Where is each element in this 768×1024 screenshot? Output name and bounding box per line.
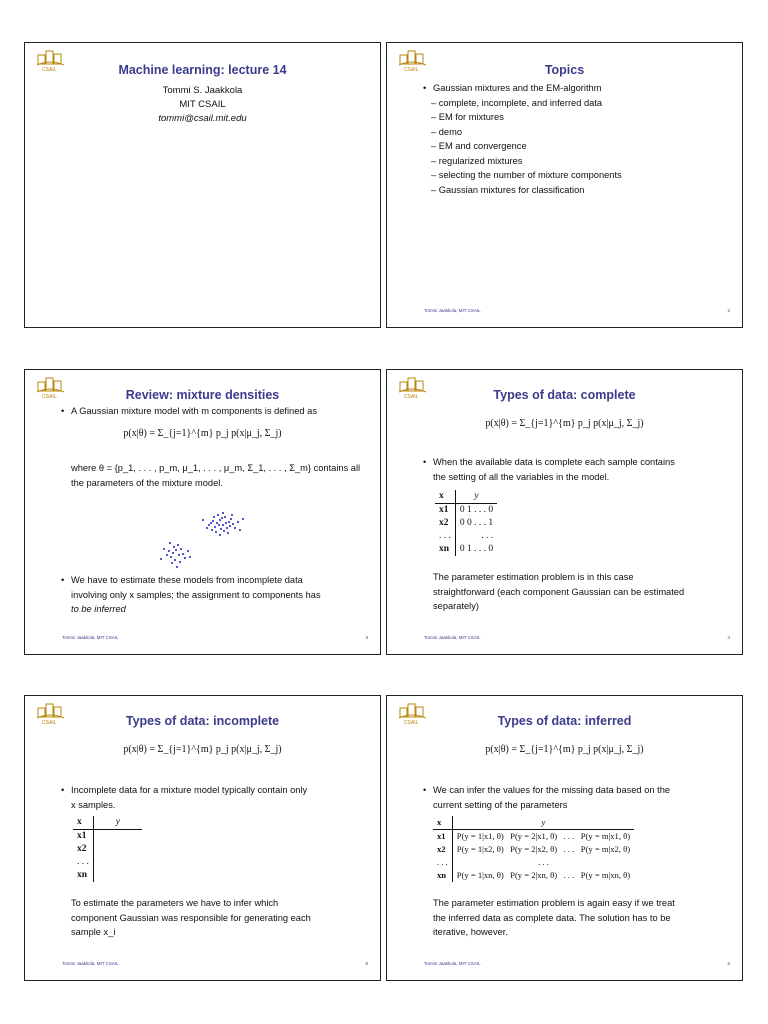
topics-list	[423, 81, 728, 197]
svg-text:CSAIL: CSAIL	[42, 67, 57, 73]
slide-body	[71, 896, 362, 940]
page-number: 2	[727, 308, 730, 313]
table-header: y	[452, 816, 634, 830]
slide-body	[61, 573, 366, 617]
table-row: . . .	[73, 856, 142, 869]
bullet-text: • Incomplete data for a mixture model typically contain only	[61, 783, 366, 798]
table-header: y	[455, 490, 497, 504]
inferred-data-table	[433, 816, 634, 882]
list-item: – Gaussian mixtures for classification	[431, 184, 585, 195]
mixture-equation: p(x|θ) = Σ_{j=1}^{m} p_j p(x|μ_j, Σ_j)	[123, 428, 282, 439]
table-row: xn 0 1 . . . 0	[435, 543, 497, 556]
list-item: – complete, incomplete, and inferred data	[431, 97, 603, 108]
mixture-equation: p(x|θ) = Σ_{j=1}^{m} p_j p(x|μ_j, Σ_j)	[123, 744, 282, 755]
slide-4	[386, 369, 743, 655]
footer-author: Tommi Jaakkola, MIT CSAIL	[62, 635, 119, 640]
slide-title: Types of data: incomplete	[125, 714, 280, 728]
mixture-equation: p(x|θ) = Σ_{j=1}^{m} p_j p(x|μ_j, Σ_j)	[485, 744, 644, 755]
svg-text:CSAIL: CSAIL	[42, 394, 57, 400]
where-text: where θ = {p_1, . . . , p_m, μ_1, . . . , μ_m, Σ_1, . . . , Σ_m} contains all	[71, 463, 361, 473]
paragraph-text: separately)	[433, 601, 479, 611]
page-number: 5	[365, 961, 368, 966]
slide-title: Types of data: complete	[493, 388, 636, 402]
svg-text:CSAIL: CSAIL	[404, 720, 419, 726]
affiliation: MIT CSAIL	[179, 99, 226, 110]
bullet-text: • We have to estimate these models from incomplete data	[61, 573, 366, 588]
footer-author: Tommi Jaakkola, MIT CSAIL	[424, 308, 481, 313]
slide-2	[386, 42, 743, 328]
bullet-text: • A Gaussian mixture model with m components is defined as	[61, 404, 366, 419]
list-item: – EM and convergence	[431, 141, 527, 151]
page-number: 3	[365, 635, 368, 640]
table-header: x	[433, 816, 452, 830]
incomplete-data-table	[73, 816, 142, 882]
table-row: x2 P(y = 1|x2, θ) P(y = 2|x2, θ) . . . P(y = m|x2, θ)	[433, 843, 634, 856]
slide-title: Topics	[544, 63, 585, 77]
page-number: 6	[727, 961, 730, 966]
paragraph-text: straightforward (each component Gaussian can be estimated	[433, 586, 685, 597]
slide-1	[24, 42, 381, 328]
paragraph-text: iterative, however.	[433, 927, 508, 937]
slide-body	[433, 896, 724, 940]
paragraph-text: sample x_i	[71, 927, 116, 937]
bullet-text: x samples.	[71, 799, 116, 810]
slide-5	[24, 695, 381, 981]
svg-text:CSAIL: CSAIL	[42, 720, 57, 726]
paragraph-text: The parameter estimation problem is in this case	[433, 572, 634, 582]
bullet-text: • We can infer the values for the missing data based on the	[423, 783, 728, 798]
bullet-text: to be inferred	[71, 604, 126, 614]
slide-body	[423, 455, 728, 484]
table-row: x2	[73, 843, 142, 856]
list-item: – demo	[431, 126, 463, 137]
list-item: • Gaussian mixtures and the EM-algorithm	[423, 81, 728, 96]
slide-body	[61, 783, 366, 812]
footer-author: Tommi Jaakkola, MIT CSAIL	[424, 635, 481, 640]
where-text: the parameters of the mixture model.	[71, 477, 223, 488]
table-row: x1 0 1 . . . 0	[435, 504, 497, 518]
list-item: – selecting the number of mixture components	[431, 170, 622, 180]
table-header: y	[93, 816, 142, 830]
table-row: x1 P(y = 1|x1, θ) P(y = 2|x1, θ) . . . P(y = m|x1, θ)	[433, 830, 634, 844]
list-item: – regularized mixtures	[431, 155, 523, 166]
bullet-text: the setting of all the variables in the model.	[433, 471, 610, 482]
list-item: – EM for mixtures	[431, 112, 504, 122]
bullet-text: involving only x samples; the assignment to components has	[71, 589, 321, 600]
svg-text:CSAIL: CSAIL	[404, 394, 419, 400]
slide-body	[433, 570, 724, 614]
page-number: 4	[727, 635, 730, 640]
table-header: x	[435, 490, 455, 504]
paragraph-text: component Gaussian was responsible for generating each	[71, 912, 311, 923]
email: tommi@csail.mit.edu	[158, 113, 247, 124]
bullet-text: current setting of the parameters	[433, 799, 568, 810]
paragraph-text: the inferred data as complete data. The solution has to be	[433, 912, 671, 923]
footer-author: Tommi Jaakkola, MIT CSAIL	[424, 961, 481, 966]
paragraph-text: To estimate the parameters we have to infer which	[71, 898, 279, 908]
complete-data-table	[435, 490, 497, 556]
scatter-plot	[145, 495, 265, 575]
table-header: x	[73, 816, 93, 830]
author: Tommi S. Jaakkola	[162, 85, 243, 96]
table-row: xn	[73, 869, 142, 882]
paragraph-text: The parameter estimation problem is again easy if we treat	[433, 898, 675, 908]
table-row: xn P(y = 1|xn, θ) P(y = 2|xn, θ) . . . P(y = m|xn, θ)	[433, 869, 634, 882]
svg-text:CSAIL: CSAIL	[404, 67, 419, 73]
table-row: . . . . . .	[433, 856, 634, 869]
footer-author: Tommi Jaakkola, MIT CSAIL	[62, 961, 119, 966]
table-row: . . . . . .	[435, 530, 497, 543]
slide-title: Types of data: inferred	[497, 714, 632, 728]
table-row: x1	[73, 830, 142, 844]
slide-6	[386, 695, 743, 981]
slide-title: Review: mixture densities	[125, 388, 280, 402]
table-row: x2 0 0 . . . 1	[435, 517, 497, 530]
slide-3	[24, 369, 381, 655]
slide-title: Machine learning: lecture 14	[118, 63, 287, 77]
slide-body	[61, 461, 366, 490]
slide-body	[423, 783, 728, 812]
slide-body	[61, 404, 366, 419]
bullet-text: • When the available data is complete each sample contains	[423, 455, 728, 470]
mixture-equation: p(x|θ) = Σ_{j=1}^{m} p_j p(x|μ_j, Σ_j)	[485, 418, 644, 429]
